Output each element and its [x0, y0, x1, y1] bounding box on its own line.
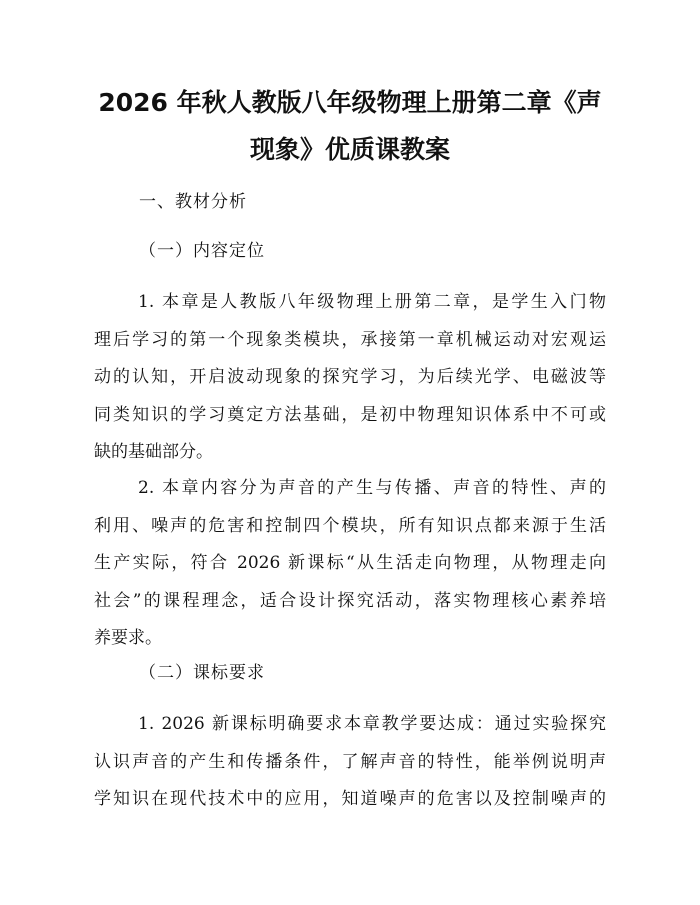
paragraph-line: 学知识在现代技术中的应用，知道噪声的危害以及控制噪声的	[94, 789, 606, 809]
subsection-heading-content-positioning: （一）内容定位	[139, 241, 265, 261]
paragraph-line: 1. 本章是人教版八年级物理上册第二章，是学生入门物	[138, 292, 606, 312]
paragraph-3	[94, 706, 606, 819]
paragraph-2	[94, 470, 606, 658]
paragraph-line: 认识声音的产生和传播条件，了解声音的特性，能举例说明声	[94, 751, 606, 772]
document-title-line-1: 2026 年秋人教版八年级物理上册第二章《声	[98, 88, 602, 117]
paragraph-line: 生产实际，符合 2026 新课标“从生活走向物理，从物理走向	[94, 553, 606, 573]
paragraph-line: 动的认知，开启波动现象的探究学习，为后续光学、电磁波等	[94, 367, 606, 387]
section-heading-textbook-analysis: 一、教材分析	[139, 192, 247, 212]
paragraph-line: 社会”的课程理念，适合设计探究活动，落实物理核心素养培	[94, 590, 606, 611]
paragraph-line: 1. 2026 新课标明确要求本章教学要达成：通过实验探究	[138, 714, 606, 734]
subsection-heading-curriculum-requirements: （二）课标要求	[139, 663, 265, 683]
paragraph-line: 缺的基础部分。	[94, 442, 213, 462]
paragraph-line: 理后学习的第一个现象类模块，承接第一章机械运动对宏观运	[94, 329, 606, 350]
paragraph-line: 利用、噪声的危害和控制四个模块，所有知识点都来源于生活	[94, 515, 606, 536]
paragraph-1	[94, 284, 606, 472]
paragraph-line: 2. 本章内容分为声音的产生与传播、声音的特性、声的	[138, 478, 606, 498]
document-title-line-2: 现象》优质课教案	[249, 135, 450, 164]
paragraph-line: 养要求。	[94, 628, 162, 648]
paragraph-line: 同类知识的学习奠定方法基础，是初中物理知识体系中不可或	[94, 404, 606, 425]
